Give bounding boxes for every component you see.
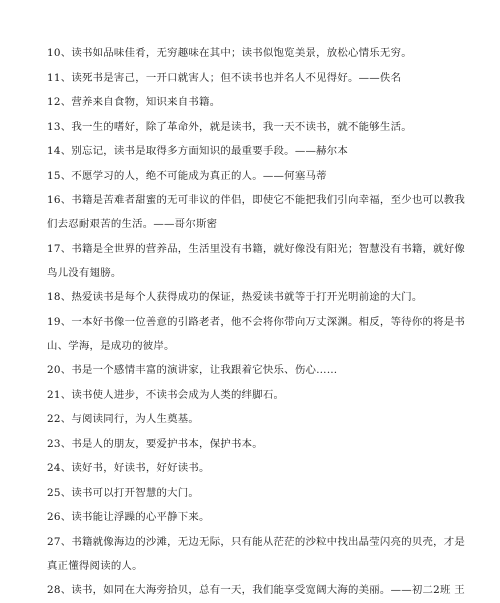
quote-item: 11、读死书是害己，一开口就害人；但不读书也并名人不见得好。——佚名 [47,71,402,84]
quote-item: 23、书是人的朋友，要爱护书本，保护书本。 [47,437,263,450]
quote-item: 26、读书能让浮躁的心平静下来。 [47,511,210,523]
quote-item: 10、读书如品味佳肴，无穷趣味在其中；读书似饱览美景，放松心情乐无穷。 [47,47,412,59]
quote-item: 15、不愿学习的人，绝不可能成为真正的人。——何塞马蒂 [47,169,327,182]
quote-item: 19、一本好书像一位善意的引路老者，他不会将你带向万丈深渊。相反，等待你的将是书山、学海，是成功的彼岸。 [47,315,466,352]
quote-item: 16、书籍是苦难者甜蜜的无可非议的伴侣，即使它不能把我们引向幸福，至少也可以教我们去忍耐艰苦的生活。——哥尔斯密 [47,194,466,230]
quote-item: 18、热爱读书是每个人获得成功的保证，热爱读书就等于打开光明前途的大门。 [47,291,423,303]
quote-item: 21、读书使人进步，不读书会成为人类的绊脚石。 [47,388,285,401]
quote-item: 28、读书，如同在大海旁拾贝，总有一天，我们能享受宽阔大海的美丽。——初二2班 王 [47,584,465,596]
quote-item: 22、与阅读同行，为人生奠基。 [47,413,200,425]
quote-item: 12、营养来自食物，知识来自书籍。 [47,96,221,108]
quote-item: 14、别忘记，读书是取得多方面知识的最重要手段。——赫尔本 [47,145,349,157]
quote-item: 24、读好书，好读书，好好读书。 [47,462,210,474]
quote-item: 17、书籍是全世界的营养品，生活里没有书籍，就好像没有阳光；智慧没有书籍，就好像鸟儿没有翅膀。 [47,242,466,279]
quote-item: 27、书籍就像海边的沙滩，无边无际，只有能从茫茫的沙粒中找出晶莹闪亮的贝壳，才是真正懂得阅读的人。 [47,535,466,572]
quote-item: 20、书是一个感情丰富的演讲家，让我跟着它快乐、伤心…… [47,364,338,376]
quote-list [47,41,467,603]
quote-item: 25、读书可以打开智慧的大门。 [47,486,200,499]
quote-item: 13、我一生的嗜好，除了革命外，就是读书，我一天不读书，就不能够生活。 [47,120,412,133]
